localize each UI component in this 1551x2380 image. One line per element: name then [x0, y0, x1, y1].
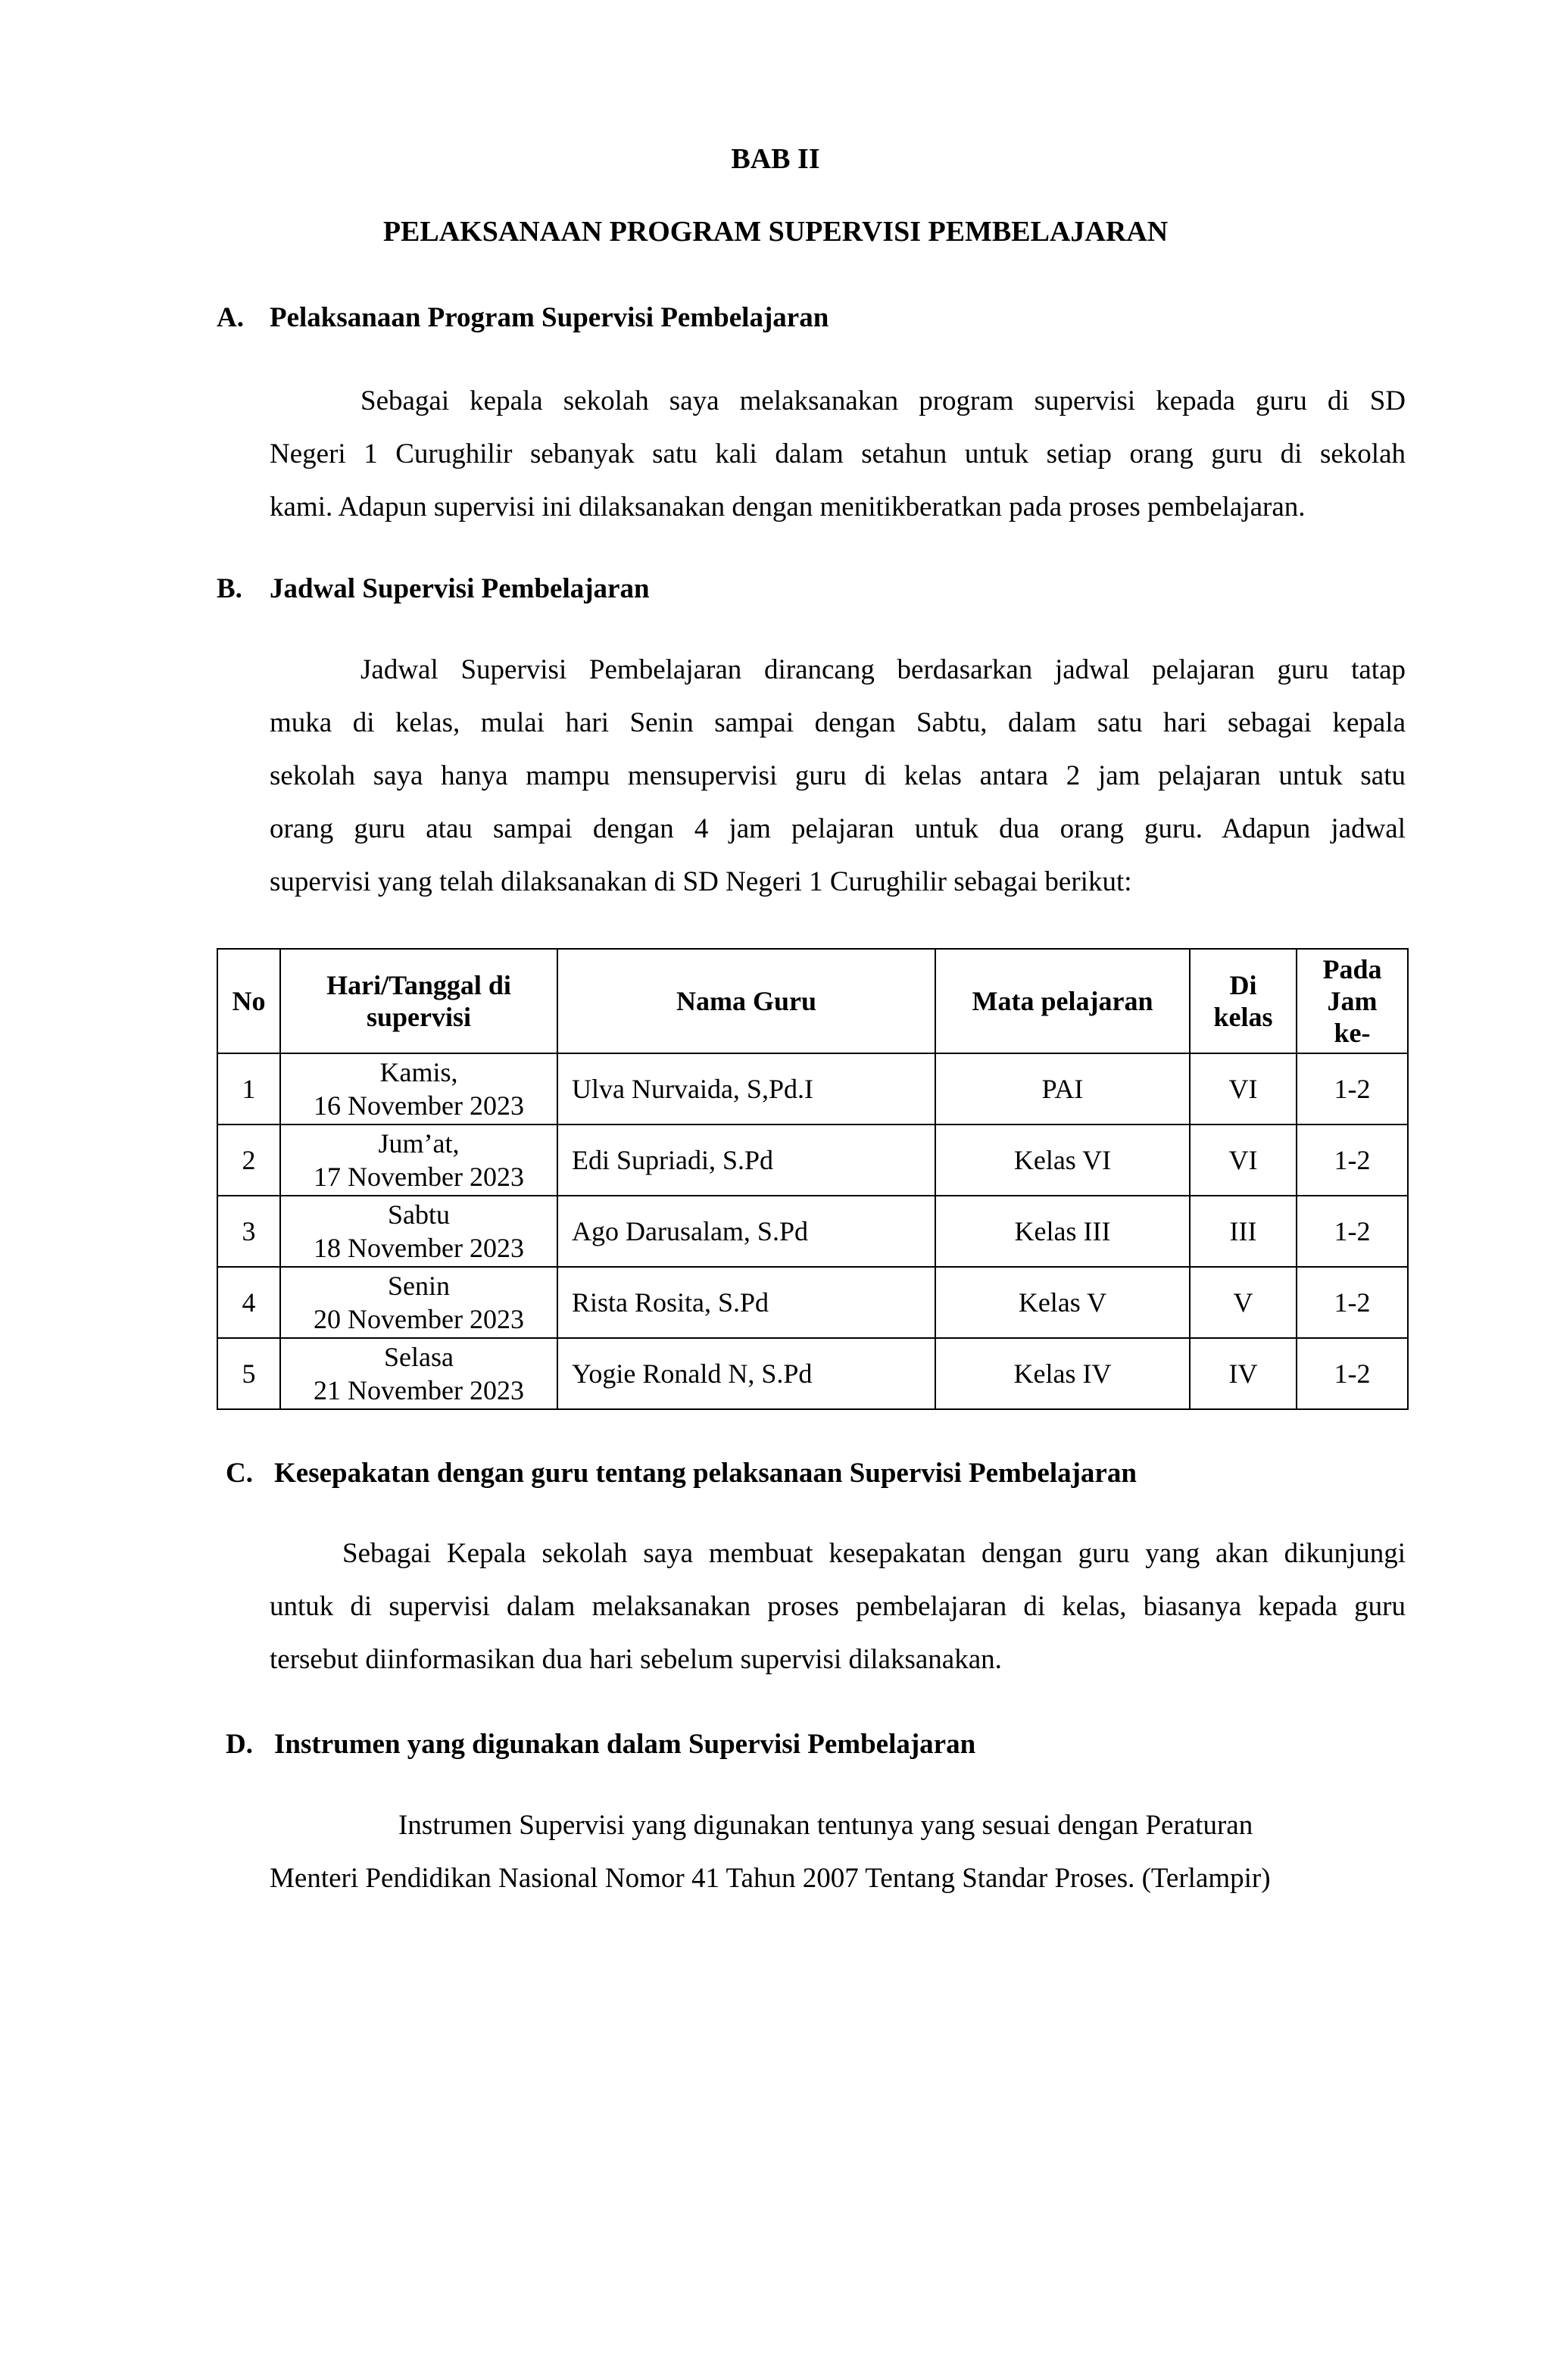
row-hours: 1-2 [1297, 1124, 1408, 1196]
table-row [217, 1338, 1408, 1409]
header-date-line-2: supervisi [366, 1002, 472, 1032]
row-subject: PAI [935, 1053, 1190, 1124]
section-a-line-1: Sebagai kepala sekolah saya melaksanakan program supervisi kepada guru di SD [360, 385, 1406, 416]
section-a-letter: A. [217, 302, 244, 333]
section-c-line-3: tersebut diinformasikan dua hari sebelum supervisi dilaksanakan. [270, 1644, 1002, 1675]
row-class: III [1190, 1196, 1297, 1267]
section-b-line-3: sekolah saya hanya mampu mensupervisi guru di kelas antara 2 jam pelajaran untuk satu [270, 760, 1406, 791]
header-subject: Mata pelajaran [935, 949, 1190, 1053]
row-no: 5 [217, 1338, 280, 1409]
section-b-paragraph [270, 644, 1406, 909]
row-day: Selasa [384, 1342, 454, 1372]
row-date-value: 18 November 2023 [314, 1233, 524, 1263]
row-class: VI [1190, 1124, 1297, 1196]
row-subject: Kelas III [935, 1196, 1190, 1267]
row-date [280, 1267, 557, 1338]
row-teacher: Ulva Nurvaida, S,Pd.I [557, 1053, 935, 1124]
section-c-letter: C. [226, 1458, 253, 1489]
row-day: Sabtu [387, 1199, 450, 1230]
section-d-letter: D. [226, 1729, 253, 1760]
section-d-title: Instrumen yang digunakan dalam Supervisi Pembelajaran [274, 1729, 976, 1760]
chapter-title: PELAKSANAAN PROGRAM SUPERVISI PEMBELAJARAN [382, 216, 1169, 248]
row-date [280, 1053, 557, 1124]
header-hour-line-1: Pada [1322, 954, 1382, 984]
section-b-heading [217, 571, 650, 607]
section-d-line-1: Instrumen Supervisi yang digunakan tentunya yang sesuai dengan Peraturan [398, 1810, 1253, 1841]
row-no: 1 [217, 1053, 280, 1124]
header-date [280, 949, 557, 1053]
row-teacher: Rista Rosita, S.Pd [557, 1267, 935, 1338]
section-b-line-4: orang guru atau sampai dengan 4 jam pelajaran untuk dua orang guru. Adapun jadwal [270, 813, 1406, 844]
header-class-line-2: kelas [1213, 1002, 1273, 1032]
section-c-title: Kesepakatan dengan guru tentang pelaksanaan Supervisi Pembelajaran [274, 1458, 1137, 1489]
row-day: Kamis, [379, 1057, 458, 1087]
section-a-heading [217, 300, 829, 336]
row-hours: 1-2 [1297, 1267, 1408, 1338]
table-row [217, 1124, 1408, 1196]
section-c-heading [226, 1455, 1137, 1492]
header-hour [1297, 949, 1408, 1053]
row-date-value: 17 November 2023 [314, 1162, 524, 1192]
row-class: V [1190, 1267, 1297, 1338]
row-day: Jum’at, [378, 1128, 460, 1159]
header-class-line-1: Di [1229, 970, 1257, 1000]
row-teacher: Ago Darusalam, S.Pd [557, 1196, 935, 1267]
header-no: No [217, 949, 280, 1053]
row-hours: 1-2 [1297, 1053, 1408, 1124]
section-a-paragraph [270, 375, 1406, 534]
row-no: 4 [217, 1267, 280, 1338]
table-header-row [217, 949, 1408, 1053]
section-c-line-1: Sebagai Kepala sekolah saya membuat kesepakatan dengan guru yang akan dikunjungi [342, 1538, 1406, 1569]
chapter-label: BAB II [731, 143, 820, 175]
row-subject: Kelas V [935, 1267, 1190, 1338]
table-row [217, 1053, 1408, 1124]
table-row [217, 1267, 1408, 1338]
header-hour-line-2: Jam [1327, 986, 1378, 1016]
header-class [1190, 949, 1297, 1053]
section-b-title: Jadwal Supervisi Pembelajaran [270, 573, 650, 604]
row-date-value: 21 November 2023 [314, 1375, 524, 1405]
section-d-heading [226, 1727, 975, 1763]
row-class: VI [1190, 1053, 1297, 1124]
row-date-value: 16 November 2023 [314, 1090, 524, 1121]
row-teacher: Edi Supriadi, S.Pd [557, 1124, 935, 1196]
section-d-line-2: Menteri Pendidikan Nasional Nomor 41 Tahun 2007 Tentang Standar Proses. (Terlampir) [270, 1863, 1271, 1894]
row-class: IV [1190, 1338, 1297, 1409]
header-teacher: Nama Guru [557, 949, 935, 1053]
header-hour-line-3: ke- [1334, 1018, 1371, 1048]
row-subject: Kelas IV [935, 1338, 1190, 1409]
row-no: 3 [217, 1196, 280, 1267]
row-subject: Kelas VI [935, 1124, 1190, 1196]
section-b-line-1: Jadwal Supervisi Pembelajaran dirancang berdasarkan jadwal pelajaran guru tatap [360, 654, 1406, 685]
row-date [280, 1124, 557, 1196]
section-b-line-5: supervisi yang telah dilaksanakan di SD Negeri 1 Curughilir sebagai berikut: [270, 866, 1132, 897]
section-c-line-2: untuk di supervisi dalam melaksanakan proses pembelajaran di kelas, biasanya kepada guru [270, 1591, 1406, 1622]
section-b-letter: B. [217, 573, 242, 604]
section-b-line-2: muka di kelas, mulai hari Senin sampai dengan Sabtu, dalam satu hari sebagai kepala [270, 707, 1406, 738]
section-a-title: Pelaksanaan Program Supervisi Pembelajaran [270, 302, 829, 333]
section-d-paragraph [270, 1799, 1406, 1905]
supervision-schedule-table [217, 948, 1409, 1410]
section-a-line-2: Negeri 1 Curughilir sebanyak satu kali dalam setahun untuk setiap orang guru di sekolah [270, 438, 1406, 469]
section-a-line-3: kami. Adapun supervisi ini dilaksanakan dengan menitikberatkan pada proses pembelajaran. [270, 491, 1306, 522]
row-teacher: Yogie Ronald N, S.Pd [557, 1338, 935, 1409]
header-date-line-1: Hari/Tanggal di [326, 970, 511, 1000]
row-date [280, 1196, 557, 1267]
row-date [280, 1338, 557, 1409]
row-hours: 1-2 [1297, 1338, 1408, 1409]
row-no: 2 [217, 1124, 280, 1196]
row-date-value: 20 November 2023 [314, 1304, 524, 1334]
section-c-paragraph [270, 1527, 1406, 1686]
table-row [217, 1196, 1408, 1267]
row-day: Senin [387, 1271, 450, 1301]
row-hours: 1-2 [1297, 1196, 1408, 1267]
